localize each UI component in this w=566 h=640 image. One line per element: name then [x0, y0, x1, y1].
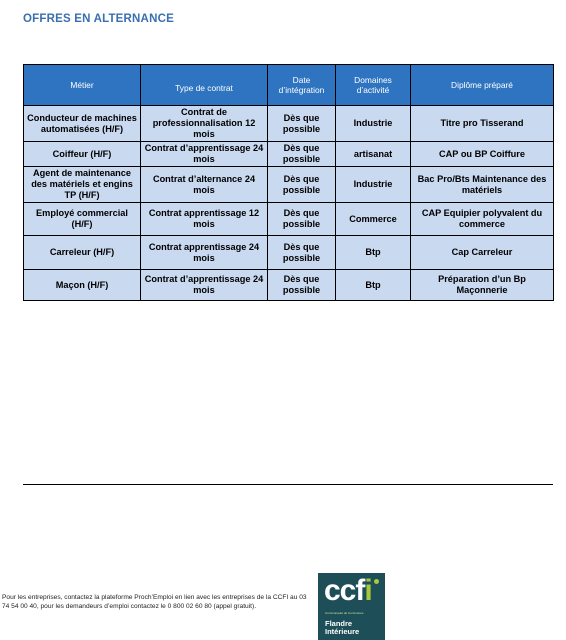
- cell-type-contrat: Contrat d’apprentissage 24 mois: [141, 142, 268, 167]
- cell-diplome: Bac Pro/Bts Maintenance des matériels: [411, 167, 554, 203]
- cell-diplome: CAP ou BP Coiffure: [411, 142, 554, 167]
- header-domaines: Domaines d’activité: [336, 65, 411, 106]
- header-metier: Métier: [24, 65, 141, 106]
- cell-date: Dès que possible: [268, 106, 336, 142]
- cell-metier: Agent de maintenance des matériels et engins TP (H/F): [24, 167, 141, 203]
- page-title: OFFRES EN ALTERNANCE: [23, 13, 174, 25]
- header-diplome: Diplôme préparé: [411, 65, 554, 106]
- table-row: [24, 167, 554, 203]
- logo-line-interieure: Intérieure: [325, 627, 360, 636]
- cell-date: Dès que possible: [268, 236, 336, 270]
- logo-subtitle: Communauté de Communes: [325, 611, 364, 615]
- header-date-integration: Date d’intégration: [268, 65, 336, 106]
- table-header-row: [24, 65, 554, 106]
- cell-domaine: Btp: [336, 270, 411, 301]
- cell-date: Dès que possible: [268, 167, 336, 203]
- cell-metier: Maçon (H/F): [24, 270, 141, 301]
- cell-domaine: Btp: [336, 236, 411, 270]
- cell-diplome: Préparation d’un Bp Maçonnerie: [411, 270, 554, 301]
- logo-dot-icon: [374, 579, 379, 584]
- table-row: [24, 236, 554, 270]
- section-divider: [23, 484, 553, 485]
- table-row: [24, 106, 554, 142]
- cell-date: Dès que possible: [268, 142, 336, 167]
- cell-type-contrat: Contrat apprentissage 12 mois: [141, 203, 268, 236]
- cell-metier: Conducteur de machines automatisées (H/F): [24, 106, 141, 142]
- table-row: [24, 270, 554, 301]
- cell-diplome: CAP Equipier polyvalent du commerce: [411, 203, 554, 236]
- cell-date: Dès que possible: [268, 203, 336, 236]
- cell-domaine: Industrie: [336, 167, 411, 203]
- logo-line-flandre: Flandre: [325, 619, 353, 628]
- cell-domaine: Commerce: [336, 203, 411, 236]
- cell-type-contrat: Contrat d’alternance 24 mois: [141, 167, 268, 203]
- logo-brand-i: i: [364, 574, 372, 607]
- cell-type-contrat: Contrat d’apprentissage 24 mois: [141, 270, 268, 301]
- table-row: [24, 142, 554, 167]
- ccfi-logo: [318, 573, 385, 640]
- cell-domaine: artisanat: [336, 142, 411, 167]
- header-type-contrat: Type de contrat: [141, 65, 268, 106]
- logo-brand: ccf: [324, 574, 365, 607]
- table-row: [24, 203, 554, 236]
- cell-diplome: Cap Carreleur: [411, 236, 554, 270]
- cell-type-contrat: Contrat de professionnalisation 12 mois: [141, 106, 268, 142]
- footer-contact-note: Pour les entreprises, contactez la plateforme Proch’Emploi en lien avec les entreprises de la CCFI au 03 74 54 00 40, pour les demandeurs d’emploi contactez le 0 800 02 60 80 (appel gratuit).: [2, 594, 307, 611]
- logo-wordmark: [324, 575, 372, 607]
- cell-metier: Carreleur (H/F): [24, 236, 141, 270]
- cell-domaine: Industrie: [336, 106, 411, 142]
- cell-metier: Employé commercial (H/F): [24, 203, 141, 236]
- cell-type-contrat: Contrat apprentissage 24 mois: [141, 236, 268, 270]
- cell-metier: Coiffeur (H/F): [24, 142, 141, 167]
- offers-table: [23, 64, 554, 301]
- cell-date: Dès que possible: [268, 270, 336, 301]
- cell-diplome: Titre pro Tisserand: [411, 106, 554, 142]
